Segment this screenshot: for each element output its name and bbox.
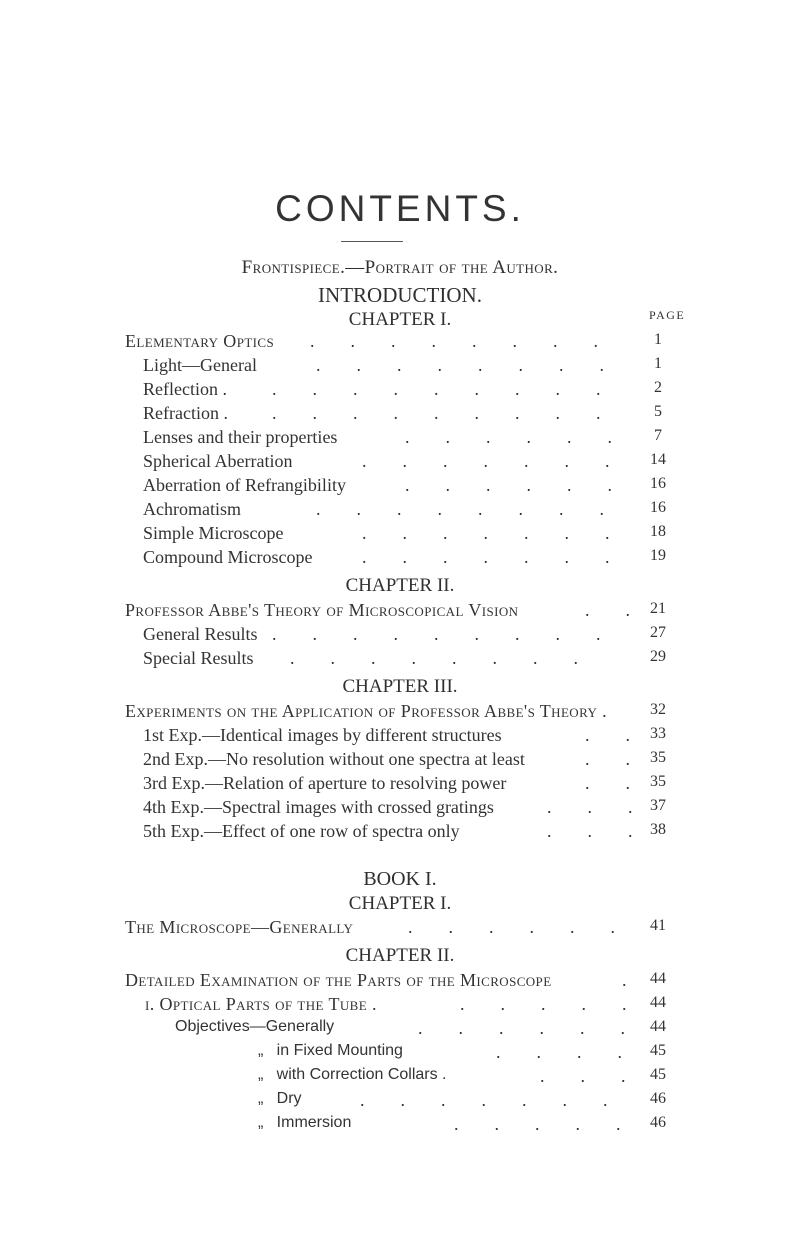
page-column-header: PAGE	[649, 308, 686, 322]
chapter-heading: CHAPTER III.	[342, 676, 458, 697]
toc-entry-label: i. Optical Parts of the Tube .	[145, 994, 377, 1014]
toc-entry[interactable]: „ in Fixed Mounting . . . . 45	[0, 1042, 800, 1066]
toc-entry-page: 16	[650, 499, 666, 516]
toc-entry-page: 18	[650, 523, 666, 540]
toc-entry-page: 16	[650, 475, 666, 492]
toc-entry[interactable]: Simple Microscope . . . . . . . 18	[0, 523, 800, 547]
toc-entry-page: 44	[650, 1018, 666, 1035]
introduction-heading: INTRODUCTION.	[318, 283, 482, 307]
toc-entry-page: 46	[650, 1114, 666, 1131]
toc-entry-label: Reflection .	[143, 379, 227, 399]
toc-entry-page: 45	[650, 1042, 666, 1059]
toc-entry-label: Professor Abbe's Theory of Microscopical Vision	[125, 600, 519, 620]
toc-entry-label: „ with Correction Collars .	[258, 1066, 447, 1083]
toc-entry-page: 41	[650, 917, 666, 934]
toc-entry-label: 3rd Exp.—Relation of aperture to resolving power	[143, 773, 507, 793]
toc-entry-page: 27	[650, 624, 666, 641]
frontispiece-line: Frontispiece.—Portrait of the Author.	[241, 257, 559, 278]
toc-entry[interactable]: „ Immersion . . . . . 46	[0, 1114, 800, 1138]
toc-entry[interactable]: Spherical Aberration . . . . . . . 14	[0, 451, 800, 475]
toc-entry-label: 5th Exp.—Effect of one row of spectra only	[143, 821, 460, 841]
toc-entry-label: General Results	[143, 624, 258, 644]
toc-entry-page: 33	[650, 725, 666, 742]
chapter-heading: CHAPTER I.	[348, 309, 452, 330]
toc-entry[interactable]: i. Optical Parts of the Tube . . . . . . 44	[0, 994, 800, 1018]
toc-entry[interactable]: Elementary Optics . . . . . . . . 1	[0, 331, 800, 355]
toc-entry-label: Compound Microscope	[143, 547, 313, 567]
toc-entry-label: „ Immersion	[258, 1114, 352, 1131]
toc-entry[interactable]: General Results . . . . . . . . . 27	[0, 624, 800, 648]
chapter-heading: CHAPTER I.	[348, 893, 452, 914]
toc-entry-label: Aberration of Refrangibility	[143, 475, 346, 495]
toc-entry-label: Objectives—Generally	[175, 1018, 335, 1035]
toc-entry-label: Lenses and their properties	[143, 427, 338, 447]
toc-entry-label: Light—General	[143, 355, 257, 375]
toc-entry-page: 32	[650, 701, 666, 718]
toc-entry-page: 38	[650, 821, 666, 838]
toc-entry[interactable]: Light—General . . . . . . . . 1	[0, 355, 800, 379]
toc-entry-page: 2	[654, 379, 662, 396]
toc-entry[interactable]: Compound Microscope . . . . . . . 19	[0, 547, 800, 571]
toc-entry-page: 37	[650, 797, 666, 814]
toc-entry-label: 4th Exp.—Spectral images with crossed gratings	[143, 797, 494, 817]
toc-entry[interactable]: Achromatism . . . . . . . . 16	[0, 499, 800, 523]
toc-entry[interactable]: „ with Correction Collars . . . . 45	[0, 1066, 800, 1090]
toc-entry[interactable]: 5th Exp.—Effect of one row of spectra only . . . 38	[0, 821, 800, 845]
toc-entry-label: Simple Microscope	[143, 523, 284, 543]
toc-entry-label: Detailed Examination of the Parts of the Microscope	[125, 970, 552, 990]
toc-entry-page: 1	[654, 331, 662, 348]
toc-entry-label: Special Results	[143, 648, 254, 668]
toc-entry-page: 1	[654, 355, 662, 372]
toc-entry-page: 21	[650, 600, 666, 617]
book-heading: BOOK I.	[363, 868, 437, 890]
toc-entry[interactable]: 3rd Exp.—Relation of aperture to resolving power . . 35	[0, 773, 800, 797]
toc-entry-label: „ Dry	[258, 1090, 302, 1107]
toc-entry-page: 46	[650, 1090, 666, 1107]
toc-entry[interactable]: 4th Exp.—Spectral images with crossed gratings . . . 37	[0, 797, 800, 821]
toc-entry-label: 2nd Exp.—No resolution without one spectra at least	[143, 749, 525, 769]
toc-entry-label: Refraction .	[143, 403, 228, 423]
toc-entry[interactable]: Detailed Examination of the Parts of the Microscope . 44	[0, 970, 800, 994]
toc-entry-label: The Microscope—Generally	[125, 917, 354, 937]
toc-entry[interactable]: „ Dry . . . . . . . 46	[0, 1090, 800, 1114]
toc-entry[interactable]: 2nd Exp.—No resolution without one spectra at least . . 35	[0, 749, 800, 773]
toc-entry-label: Spherical Aberration	[143, 451, 293, 471]
toc-entry-label: Achromatism	[143, 499, 241, 519]
toc-entry-label: Experiments on the Application of Professor Abbe's Theory .	[125, 701, 608, 721]
toc-entry-page: 35	[650, 773, 666, 790]
toc-entry-page: 35	[650, 749, 666, 766]
toc-entry-page: 45	[650, 1066, 666, 1083]
toc-entry[interactable]: 1st Exp.—Identical images by different structures . . 33	[0, 725, 800, 749]
toc-entry-page: 7	[654, 427, 662, 444]
toc-entry[interactable]: Reflection . . . . . . . . . . 2	[0, 379, 800, 403]
title-rule	[341, 241, 403, 242]
toc-entry-label: 1st Exp.—Identical images by different structures	[143, 725, 502, 745]
toc-entry[interactable]: Professor Abbe's Theory of Microscopical Vision . . 21	[0, 600, 800, 624]
toc-entry[interactable]: Lenses and their properties . . . . . . 7	[0, 427, 800, 451]
toc-entry[interactable]: The Microscope—Generally . . . . . . 41	[0, 917, 800, 941]
toc-entry-page: 19	[650, 547, 666, 564]
toc-entry[interactable]	[0, 701, 800, 725]
toc-entry-label: Elementary Optics	[125, 331, 275, 351]
toc-entry-label: „ in Fixed Mounting	[258, 1042, 403, 1059]
page-title: CONTENTS.	[275, 188, 525, 229]
toc-entry-page: 44	[650, 970, 666, 987]
toc-entry[interactable]: Objectives—Generally . . . . . . 44	[0, 1018, 800, 1042]
toc-entry[interactable]: Refraction . . . . . . . . . . 5	[0, 403, 800, 427]
chapter-heading: CHAPTER II.	[345, 575, 455, 596]
chapter-heading: CHAPTER II.	[345, 945, 455, 966]
toc-entry-page: 14	[650, 451, 666, 468]
toc-entry[interactable]: Special Results . . . . . . . . 29	[0, 648, 800, 672]
toc-entry-page: 29	[650, 648, 666, 665]
toc-entry[interactable]: Aberration of Refrangibility . . . . . . 16	[0, 475, 800, 499]
toc-entry-page: 5	[654, 403, 662, 420]
toc-entry-page: 44	[650, 994, 666, 1011]
